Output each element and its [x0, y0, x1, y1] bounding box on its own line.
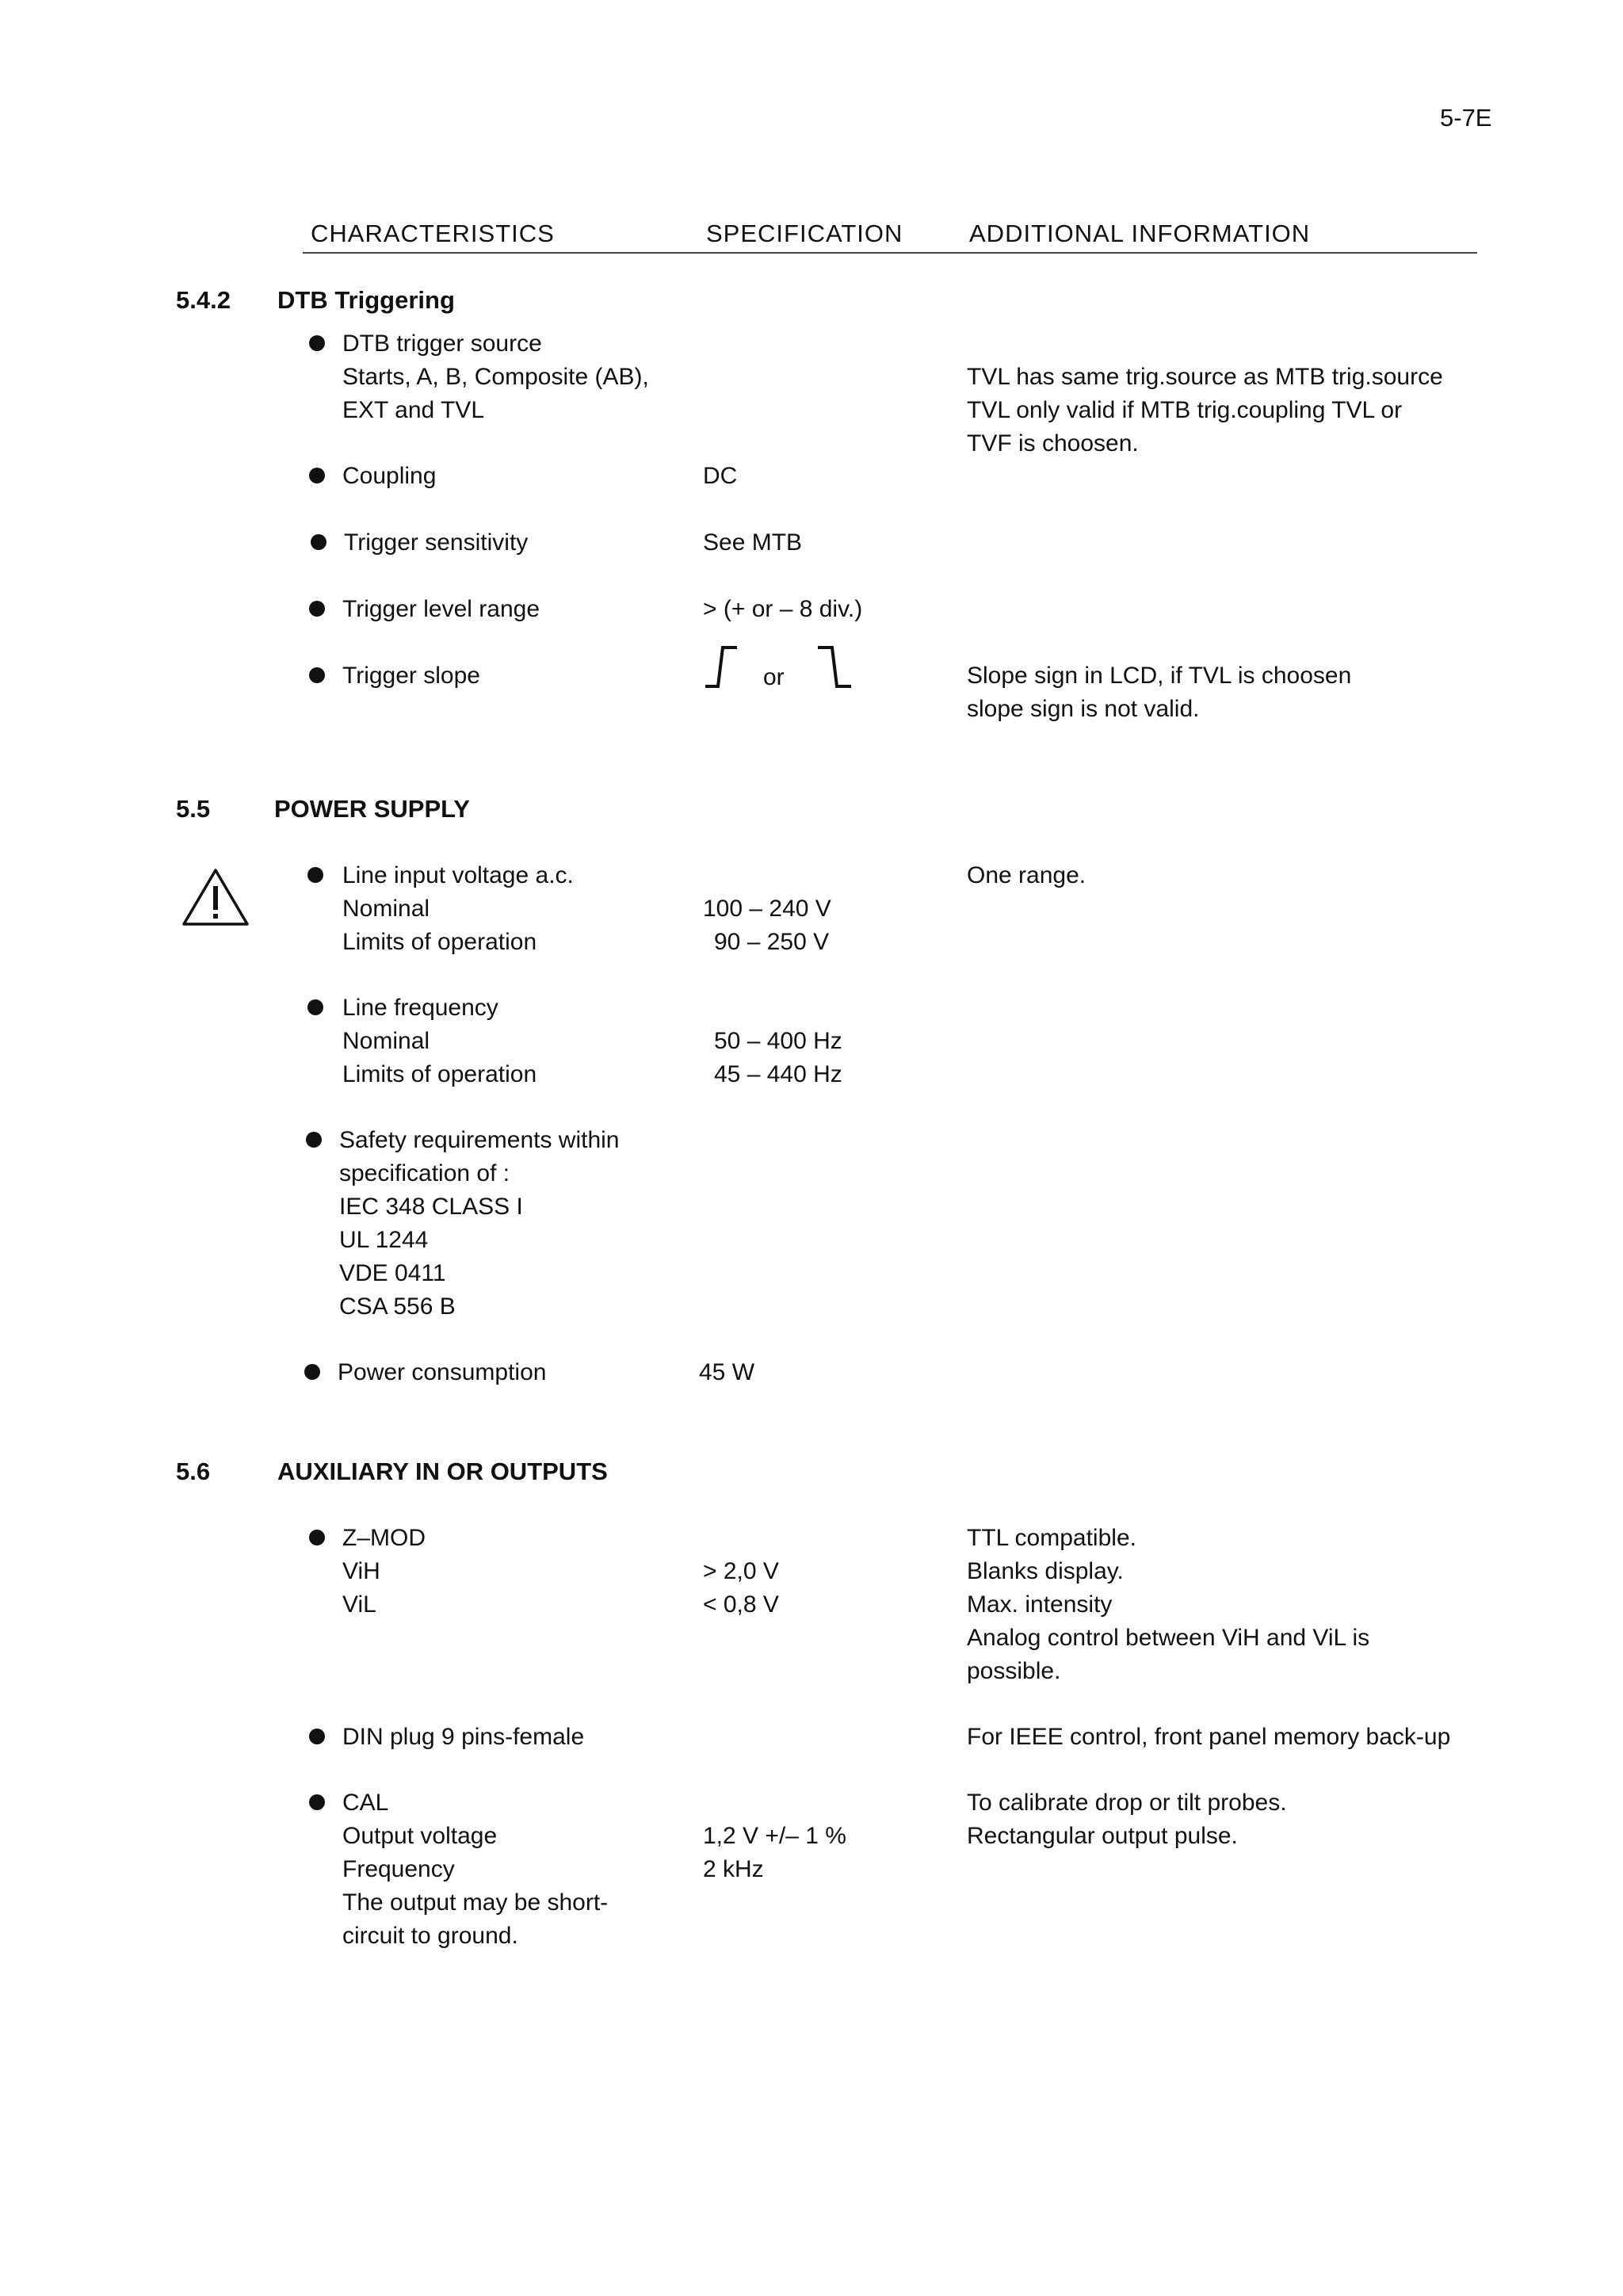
bullet: [309, 468, 325, 483]
bullet: [307, 999, 323, 1015]
bullet: [309, 335, 325, 351]
cal-info-2: Rectangular output pulse.: [967, 1823, 1238, 1849]
header-specification: SPECIFICATION: [706, 220, 903, 247]
trigger-level-range-label: Trigger level range: [342, 596, 540, 622]
line-frequency-nominal-label: Nominal: [342, 1028, 430, 1054]
page-number: 5-7E: [1440, 104, 1492, 132]
safety-line: specification of :: [339, 1160, 510, 1186]
section-title-auxiliary-in-or-outputs: AUXILIARY IN OR OUTPUTS: [277, 1457, 608, 1485]
z-mod-vih-label: ViH: [342, 1558, 380, 1584]
section-title-dtb-triggering: DTB Triggering: [277, 286, 455, 314]
trigger-sensitivity-label: Trigger sensitivity: [344, 529, 529, 556]
cal-output-voltage-spec: 1,2 V +/– 1 %: [703, 1823, 846, 1849]
z-mod-label: Z–MOD: [342, 1525, 426, 1551]
section-number-5-5: 5.5: [176, 795, 211, 823]
bullet: [306, 1132, 322, 1148]
coupling-label: Coupling: [342, 463, 437, 489]
line-frequency-limits-label: Limits of operation: [342, 1061, 537, 1087]
cal-info-1: To calibrate drop or tilt probes.: [967, 1790, 1287, 1816]
line-frequency-nominal-spec: 50 – 400 Hz: [714, 1028, 842, 1054]
line-voltage-nominal-label: Nominal: [342, 896, 430, 922]
cal-output-voltage-label: Output voltage: [342, 1823, 498, 1849]
z-mod-vil-spec: < 0,8 V: [703, 1591, 779, 1618]
power-consumption-spec: 45 W: [699, 1359, 755, 1385]
header-rule: [303, 252, 1477, 254]
dtb-trigger-source-info-1: TVL has same trig.source as MTB trig.source: [967, 364, 1443, 390]
cal-note-1: The output may be short-: [342, 1889, 609, 1916]
falling-slope-icon: [816, 644, 853, 690]
dtb-trigger-source-info-2: TVL only valid if MTB trig.coupling TVL or: [967, 397, 1403, 423]
safety-requirements-label: Safety requirements within: [339, 1127, 620, 1153]
trigger-slope-or: or: [763, 664, 785, 690]
bullet: [307, 867, 323, 883]
line-voltage-nominal-spec: 100 – 240 V: [703, 896, 831, 922]
cal-note-2: circuit to ground.: [342, 1923, 518, 1949]
bullet: [309, 667, 325, 683]
z-mod-info: TTL compatible.: [967, 1525, 1136, 1551]
dtb-trigger-source-options-2: EXT and TVL: [342, 397, 485, 423]
line-voltage-limits-spec: 90 – 250 V: [714, 929, 830, 955]
header-additional-information: ADDITIONAL INFORMATION: [969, 220, 1311, 247]
z-mod-info: Analog control between ViH and ViL is: [967, 1625, 1370, 1651]
dtb-trigger-source-label: DTB trigger source: [342, 330, 542, 357]
dtb-trigger-source-options: Starts, A, B, Composite (AB),: [342, 364, 649, 390]
safety-line: CSA 556 B: [339, 1293, 456, 1320]
warning-triangle-icon: [181, 867, 250, 927]
bullet: [311, 534, 327, 550]
trigger-slope-info-1: Slope sign in LCD, if TVL is choosen: [967, 663, 1352, 689]
line-input-voltage-label: Line input voltage a.c.: [342, 862, 574, 888]
line-frequency-limits-spec: 45 – 440 Hz: [714, 1061, 842, 1087]
trigger-slope-label: Trigger slope: [342, 663, 480, 689]
cal-label: CAL: [342, 1790, 389, 1816]
z-mod-vil-label: ViL: [342, 1591, 376, 1618]
header-characteristics: CHARACTERISTICS: [311, 220, 555, 247]
coupling-spec: DC: [703, 463, 738, 489]
bullet: [309, 1729, 325, 1744]
power-consumption-label: Power consumption: [338, 1359, 547, 1385]
line-voltage-limits-label: Limits of operation: [342, 929, 537, 955]
trigger-level-range-spec: > (+ or – 8 div.): [703, 596, 863, 622]
bullet: [304, 1364, 320, 1380]
dtb-trigger-source-info-3: TVF is choosen.: [967, 430, 1139, 457]
z-mod-info: possible.: [967, 1658, 1061, 1684]
section-title-power-supply: POWER SUPPLY: [274, 795, 470, 823]
rising-slope-icon: [704, 644, 739, 690]
cal-frequency-label: Frequency: [342, 1856, 455, 1882]
bullet: [309, 601, 325, 617]
din-plug-label: DIN plug 9 pins-female: [342, 1724, 585, 1750]
safety-line: IEC 348 CLASS I: [339, 1194, 523, 1220]
line-input-voltage-info: One range.: [967, 862, 1086, 888]
trigger-sensitivity-spec: See MTB: [703, 529, 803, 556]
z-mod-info: Max. intensity: [967, 1591, 1113, 1618]
safety-line: VDE 0411: [339, 1260, 446, 1286]
safety-line: UL 1244: [339, 1227, 429, 1253]
cal-frequency-spec: 2 kHz: [703, 1856, 764, 1882]
z-mod-vih-spec: > 2,0 V: [703, 1558, 779, 1584]
section-number-5-6: 5.6: [176, 1457, 211, 1485]
bullet: [309, 1530, 325, 1545]
z-mod-info: Blanks display.: [967, 1558, 1124, 1584]
section-number-5-4-2: 5.4.2: [176, 286, 231, 314]
din-plug-info: For IEEE control, front panel memory back-up: [967, 1724, 1451, 1750]
line-frequency-label: Line frequency: [342, 995, 498, 1021]
bullet: [309, 1794, 325, 1810]
trigger-slope-info-2: slope sign is not valid.: [967, 696, 1200, 722]
